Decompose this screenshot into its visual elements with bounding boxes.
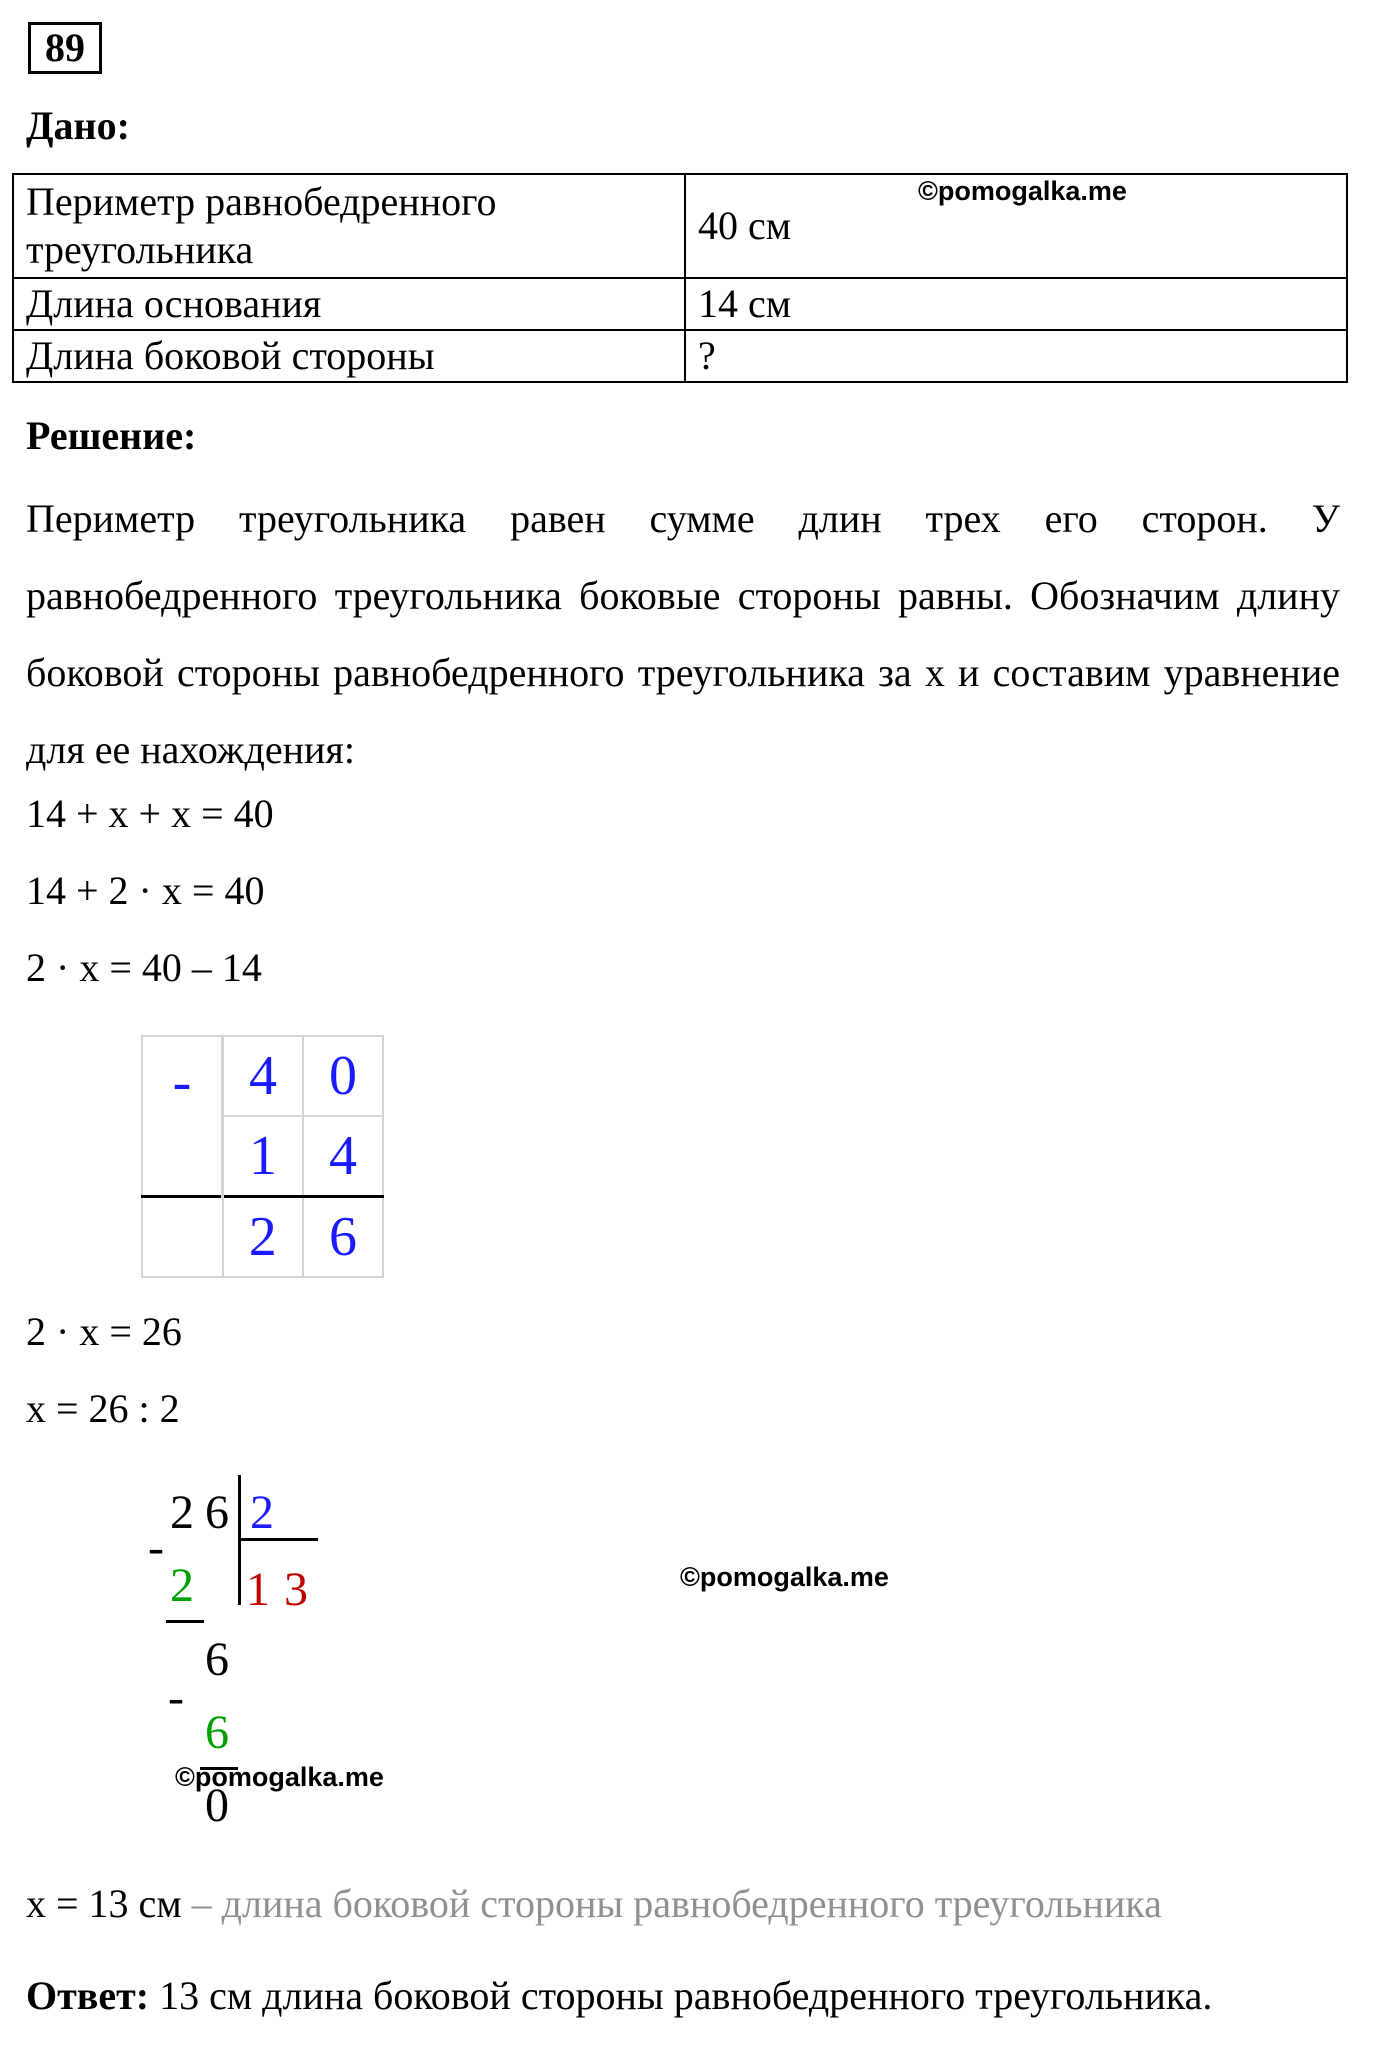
table-cell-value: ?	[685, 330, 1347, 382]
digit: 2	[170, 1486, 194, 1539]
result-note: – длина боковой стороны равнобедренного треугольника	[191, 1881, 1162, 1926]
problem-number: 89	[28, 22, 102, 74]
solution-heading: Решение:	[26, 413, 197, 458]
digit: 6	[205, 1706, 229, 1759]
answer-label: Ответ:	[26, 1973, 150, 2018]
digit: 2	[170, 1559, 194, 1612]
digit: 2	[223, 1197, 304, 1278]
digit: 0	[205, 1779, 229, 1832]
digit: 6	[205, 1486, 229, 1539]
table-row	[13, 278, 1347, 330]
empty-cell	[142, 1197, 223, 1278]
answer-text: 13 см длина боковой стороны равнобедренного треугольника.	[159, 1973, 1213, 2018]
minus-sign: -	[142, 1036, 223, 1197]
digit: 6	[303, 1197, 383, 1278]
equation-line: 14 + x + x = 40	[26, 791, 274, 836]
table-cell-label: Длина основания	[13, 278, 685, 330]
minus-sign: -	[148, 1521, 164, 1574]
answer	[26, 1957, 1340, 2034]
equation-line: 2 · x = 40 – 14	[26, 945, 262, 990]
digit: 6	[205, 1633, 229, 1686]
given-table	[12, 173, 1348, 383]
divisor: 2	[250, 1486, 274, 1539]
watermark: ©pomogalka.me	[918, 176, 1127, 206]
digit: 4	[303, 1116, 383, 1197]
equation-line: 14 + 2 · x = 40	[26, 868, 265, 913]
watermark: ©pomogalka.me	[680, 1562, 889, 1592]
underline	[166, 1620, 204, 1623]
digit: 0	[303, 1036, 383, 1116]
table-cell-label: Периметр равнобедренного треугольника	[13, 174, 685, 278]
column-subtraction	[141, 1035, 384, 1278]
watermark: ©pomogalka.me	[175, 1762, 384, 1792]
solution-text: Периметр треугольника равен сумме длин трех его сторон. У равнобедренного треугольника боковые стороны равны. Обозначим длину боковой стороны равнобедренного треугольника за x и составим уравнение для ее нахождения:	[26, 496, 1340, 772]
equation-line: x = 26 : 2	[26, 1386, 180, 1431]
table-row	[13, 174, 1347, 278]
result-value: x = 13 см	[26, 1881, 182, 1926]
quotient-digit: 1	[246, 1563, 270, 1616]
table-cell-value: 40 см	[685, 174, 1347, 278]
digit: 1	[223, 1116, 304, 1197]
minus-sign: -	[168, 1671, 184, 1724]
equation-line: 2 · x = 26	[26, 1309, 182, 1354]
quotient-digit: 3	[284, 1563, 308, 1616]
digit: 4	[223, 1036, 304, 1116]
table-cell-value: 14 см	[685, 278, 1347, 330]
table-cell-label: Длина боковой стороны	[13, 330, 685, 382]
table-row	[13, 330, 1347, 382]
given-heading: Дано:	[26, 103, 130, 148]
result-line	[26, 1880, 1162, 1927]
